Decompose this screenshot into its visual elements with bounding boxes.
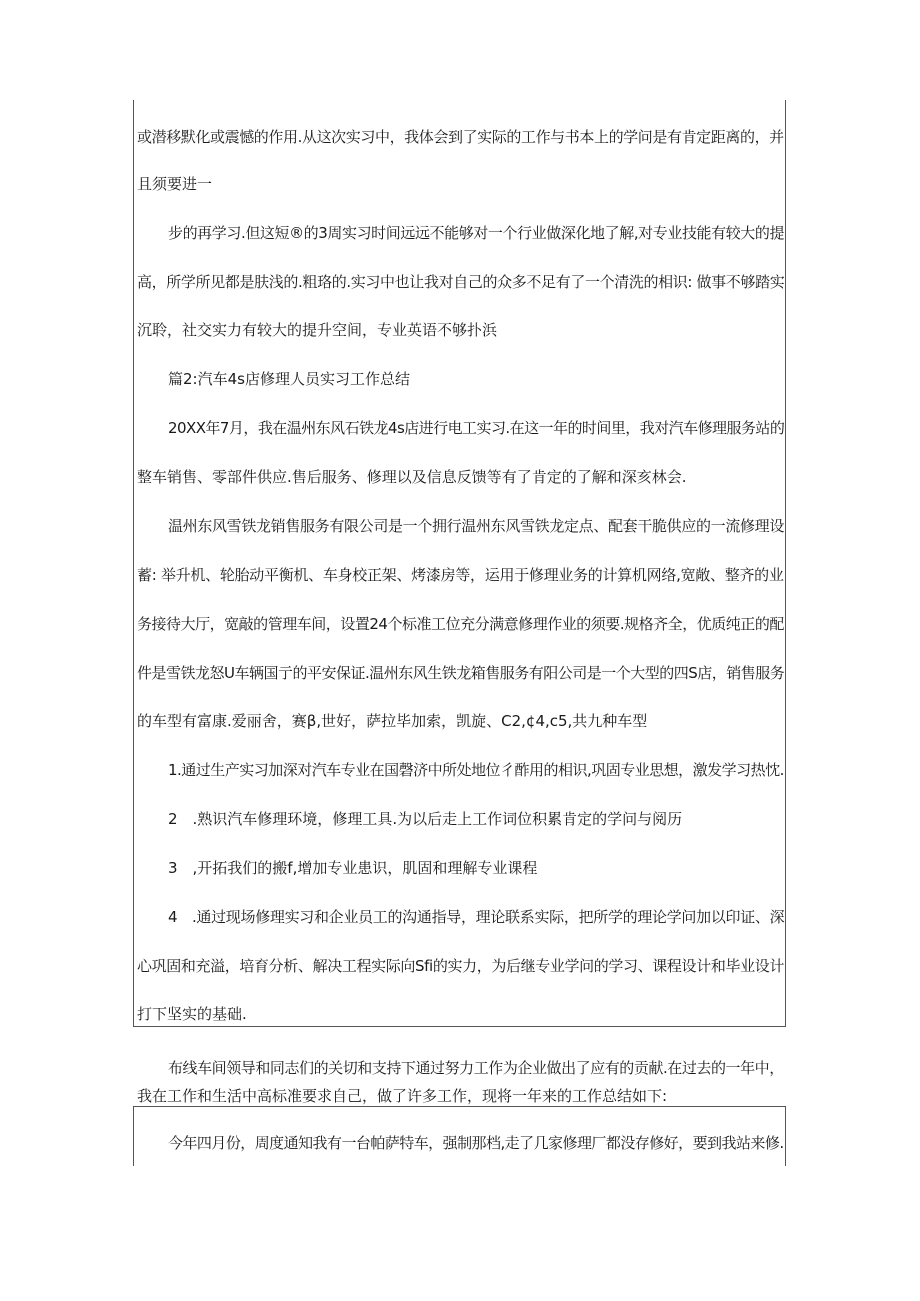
paragraph-line: 件是雪铁龙怒U车辆国亍的平安保证.温州东风生铁龙箱售服务有阳公司是一个大型的四S店，销售服务 [137,664,785,682]
paragraph-line: 的车型有富康.爱丽舍，赛β,世好，萨拉毕加索，凯旋、C2,¢4,c5,共九种车型 [137,712,648,730]
paragraph-line: 布线车间领导和同志们的关切和支持下通过努力工作为企业做出了应有的贡献.在过去的一年中， [168,1059,784,1077]
paragraph-line: 今年四月份，周度通知我有一台帕萨特车，强制那档,走了几家修理厂都没存修好，要到我站来修. [168,1134,784,1152]
paragraph-line: 整车销售、零部件供应.售后服务、修理以及信息反馈等有了肯定的了解和深亥林会. [137,468,687,486]
list-item: 2 .熟识汽车修理环境，修理工具.为以后走上工作词位积累肯定的学问与阅历 [168,810,683,828]
paragraph-line: 我在工作和生活中高标准要求自己，做了许多工作，现将一年来的工作总结如下: [137,1087,668,1105]
paragraph-line: 步的再学习.但这短®的3周实习时间远远不能够对一个行业做深化地了解,对专业技能有较大的提 [168,224,785,242]
list-item-continuation: 打下坚实的基础. [137,1005,247,1023]
list-item-continuation: 心巩固和充溢，培育分析、解决工程实际向Sfi的实力，为后继专业学问的学习、课程设计和毕业设计 [137,957,784,975]
list-item: 4 .通过现场修理实习和企业员工的沟通指导，理论联系实际，把所学的理论学问加以印证、深 [168,908,785,926]
list-item: 1.通过生产实习加深对汽车专业在国磬济中所处地位彳酢用的相识,巩固专业思想，激发学习热忱. [168,761,784,779]
paragraph-line: 务接待大厅，宽敲的管理车间，设置24个标准工位充分满意修理作业的须要.规格齐全，优质纯正的配 [137,615,784,633]
paragraph-line: 20XX年7月，我在温州东风石铁龙4s店进行电工实习.在这一年的时间里，我对汽车修理服务站的 [168,419,785,437]
paragraph-line: 高，所学所见都是肤浅的.粗珞的.实习中也让我对自己的众多不足有了一个清洗的相识: 做事不够踏实 [137,273,785,291]
list-item: 3 ,开拓我们的搬f,增加专业患识，肌固和理解专业课程 [168,859,538,877]
section-heading: 篇2:汽车4s店修理人员实习工作总结 [168,370,410,388]
paragraph-line: 且须要进一 [137,175,213,193]
paragraph-line: 温州东风雪铁龙销售服务有限公司是一个拥行温州东风雪铁龙定点、配套干脆供应的一流修理设 [168,517,785,535]
paragraph-line: 或潜移默化或震憾的作用.从这次实习中，我体会到了实际的工作与书本上的学问是有肯定距离的，并 [137,128,784,146]
paragraph-line: 沉聆，社交实力有较大的提升空间，专业英语不够扑浜 [137,321,498,339]
paragraph-line: 蓄: 举升机、轮胎动平衡机、车身校正架、烤漆房等，运用于修理业务的计算机网络,宽敞、整齐的业 [137,566,784,584]
